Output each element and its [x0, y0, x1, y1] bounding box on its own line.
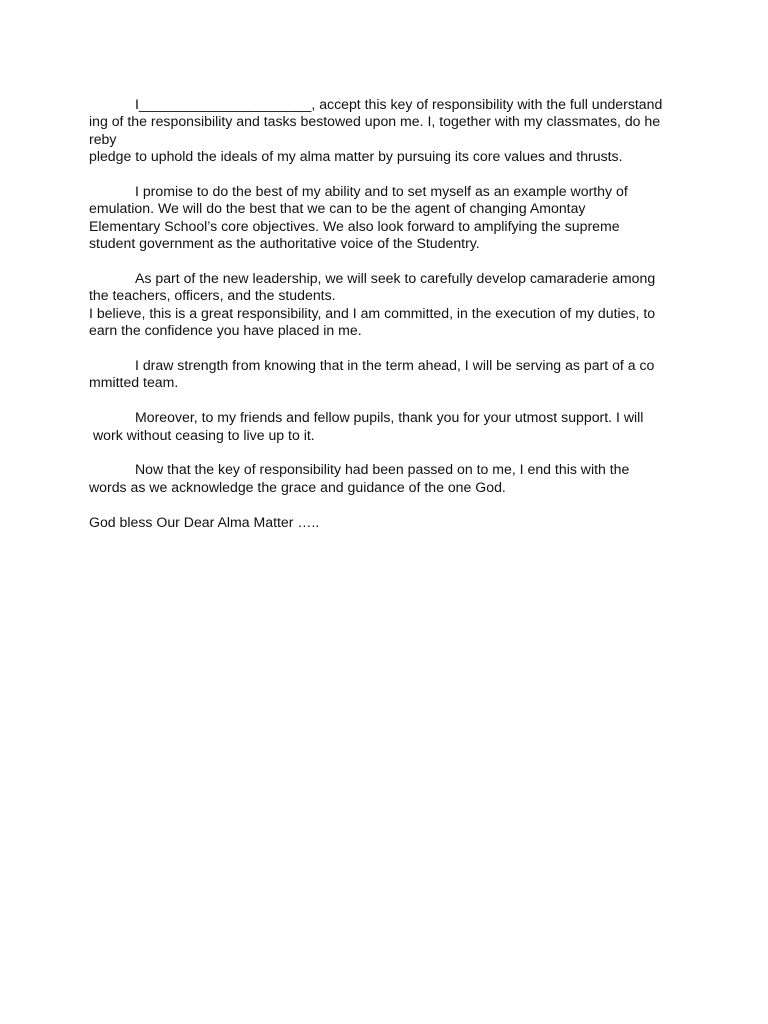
text-line: earn the confidence you have placed in me. — [89, 322, 362, 339]
text-line: As part of the new leadership, we will seek to carefully develop camaraderie among — [135, 270, 656, 287]
text-line: Elementary School’s core objectives. We also look forward to amplifying the supreme — [89, 217, 620, 234]
oath-text — [89, 96, 689, 548]
text-line: reby — [89, 130, 117, 147]
paragraph-closing — [89, 461, 689, 496]
text-line: God bless Our Dear Alma Matter ….. — [89, 513, 320, 530]
paragraph-thanks — [89, 409, 689, 444]
text-line: work without ceasing to live up to it. — [93, 426, 315, 443]
paragraph-blessing — [89, 514, 689, 531]
text-line: pledge to uphold the ideals of my alma matter by pursuing its core values and thrusts. — [89, 148, 623, 165]
text-line: I draw strength from knowing that in the term ahead, I will be serving as part of a co — [135, 357, 655, 374]
paragraph-acceptance — [89, 96, 689, 166]
paragraph-strength — [89, 357, 689, 392]
text-line: I______________________, accept this key of responsibility with the full understand — [135, 96, 663, 112]
text-line: student government as the authoritative voice of the Studentry. — [89, 235, 480, 252]
paragraph-leadership — [89, 270, 689, 340]
text-line: ing of the responsibility and tasks bestowed upon me. I, together with my classmates, do he — [89, 113, 661, 130]
text-line: I believe, this is a great responsibility, and I am committed, in the execution of my duties, to — [89, 304, 656, 321]
paragraph-promise — [89, 183, 689, 253]
text-line: Moreover, to my friends and fellow pupils, thank you for your utmost support. I will — [135, 409, 644, 426]
text-line: mmitted team. — [89, 374, 179, 391]
text-line: the teachers, officers, and the students. — [89, 287, 336, 304]
text-line: I promise to do the best of my ability and to set myself as an example worthy of — [135, 183, 628, 200]
text-line: emulation. We will do the best that we can to be the agent of changing Amontay — [89, 200, 586, 217]
text-line: Now that the key of responsibility had been passed on to me, I end this with the — [135, 461, 630, 478]
text-line: words as we acknowledge the grace and guidance of the one God. — [89, 478, 506, 495]
